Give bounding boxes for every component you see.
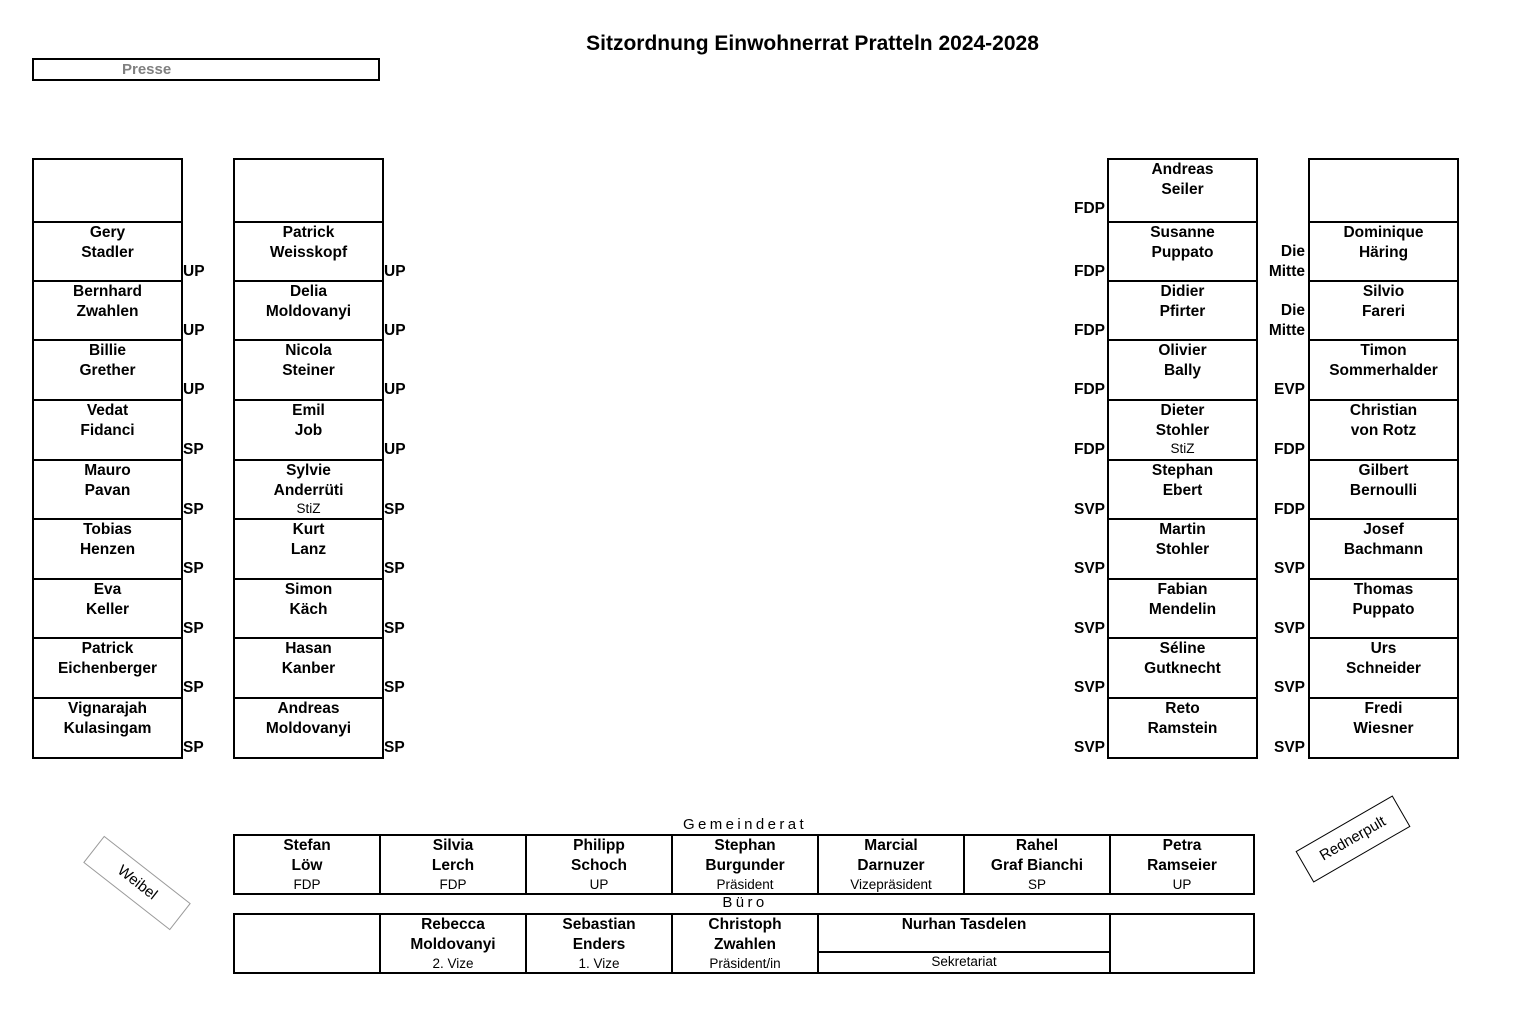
seat-first-name: Marcial xyxy=(864,837,918,854)
seat xyxy=(235,518,382,578)
seat xyxy=(235,399,382,459)
party-label: SP xyxy=(384,679,405,696)
party-label: UP xyxy=(183,263,205,280)
seat xyxy=(1310,280,1457,339)
seat-last-name: Kanber xyxy=(281,660,336,677)
party-label: SVP xyxy=(1073,560,1105,577)
seat-first-name: Patrick xyxy=(282,224,335,241)
party-label: Die xyxy=(1280,302,1305,319)
party-label: SVP xyxy=(1273,620,1305,637)
seat-first-name: Stefan xyxy=(283,837,331,854)
party-label: SP xyxy=(183,501,204,518)
party-label: UP xyxy=(384,441,406,458)
seat-last-name: Lerch xyxy=(431,857,475,874)
party-label: SVP xyxy=(1273,560,1305,577)
seat-first-name: Fabian xyxy=(1157,581,1208,598)
seat-last-name: Kulasingam xyxy=(63,720,152,737)
seat-role: Präsident xyxy=(716,877,774,892)
seat-first-name: Silvia xyxy=(432,837,474,854)
seat-last-name: Seiler xyxy=(1161,181,1204,198)
seat-last-name: Ramstein xyxy=(1147,720,1218,737)
seat-role: UP xyxy=(589,877,609,892)
seat xyxy=(1310,578,1457,637)
buero-label: Büro xyxy=(722,894,768,911)
seat-first-name: Andreas xyxy=(277,700,340,717)
seat-last-name: Graf Bianchi xyxy=(990,857,1084,874)
seat xyxy=(34,221,181,280)
party-label: SP xyxy=(384,620,405,637)
seat-first-name: Hasan xyxy=(285,640,332,657)
seat-first-name: Séline xyxy=(1159,640,1206,657)
seat-first-name: Eva xyxy=(93,581,122,598)
seat xyxy=(34,459,181,518)
gemeinderat-seat xyxy=(1111,836,1253,893)
seat-first-name: Petra xyxy=(1162,837,1202,854)
seat-column-right-outer xyxy=(1308,158,1459,759)
seat-first-name: Gery xyxy=(89,224,126,241)
seat-last-name: Wiesner xyxy=(1353,720,1414,737)
weibel-label: Weibel xyxy=(114,861,161,904)
seat xyxy=(34,697,181,757)
seat-role: Präsident/in xyxy=(709,956,781,971)
page-title: Sitzordnung Einwohnerrat Pratteln 2024-2028 xyxy=(586,32,1039,55)
seat-first-name: Rebecca xyxy=(421,916,485,933)
gemeinderat-seat xyxy=(819,836,965,893)
seat-last-name: Mendelin xyxy=(1148,601,1217,618)
buero-seat xyxy=(235,915,381,972)
seat-last-name: Henzen xyxy=(79,541,136,558)
party-label: SVP xyxy=(1073,501,1105,518)
seat xyxy=(1109,459,1256,518)
seat-last-name: Moldovanyi xyxy=(410,936,496,953)
party-label: SVP xyxy=(1273,739,1305,756)
seat-role: UP xyxy=(1172,877,1192,892)
rednerpult-desk xyxy=(1296,795,1411,882)
seat-last-name: Häring xyxy=(1358,244,1409,261)
seat-first-name: Thomas xyxy=(1353,581,1414,598)
seat-last-name: Eichenberger xyxy=(57,660,158,677)
seat-first-name: Kurt xyxy=(292,521,325,538)
press-table xyxy=(32,58,380,81)
seat xyxy=(235,339,382,399)
gemeinderat-seat xyxy=(965,836,1111,893)
party-label: SP xyxy=(183,620,204,637)
seat-first-name: Didier xyxy=(1160,283,1205,300)
seat xyxy=(34,158,181,221)
seat-last-name: Stohler xyxy=(1155,541,1210,558)
seat xyxy=(235,158,382,221)
party-label: FDP xyxy=(1274,501,1305,518)
seat xyxy=(1109,221,1256,280)
seat xyxy=(34,578,181,637)
seat-last-name: Zwahlen xyxy=(713,936,776,953)
seat xyxy=(235,459,382,518)
seat-last-name: Pfirter xyxy=(1159,303,1206,320)
seat-last-name: Stadler xyxy=(81,244,134,261)
seat-first-name: Olivier xyxy=(1158,342,1207,359)
party-label: SVP xyxy=(1073,679,1105,696)
secretary-name: Nurhan Tasdelen xyxy=(901,916,1027,933)
seat-last-name: von Rotz xyxy=(1350,422,1417,439)
seat-last-name: Zwahlen xyxy=(76,303,139,320)
seat-role: FDP xyxy=(439,877,467,892)
buero-seat xyxy=(527,915,673,972)
seat xyxy=(1310,637,1457,697)
seat-first-name: Susanne xyxy=(1150,224,1215,241)
seat-first-name: Silvio xyxy=(1362,283,1405,300)
seat xyxy=(1310,697,1457,757)
party-label: UP xyxy=(183,381,205,398)
buero-seat xyxy=(1111,915,1253,972)
seat-last-name: Moldovanyi xyxy=(265,720,352,737)
seat-first-name: Christoph xyxy=(708,916,782,933)
gemeinderat-seat xyxy=(527,836,673,893)
seat-last-name: Schneider xyxy=(1346,660,1421,677)
party-label: FDP xyxy=(1274,441,1305,458)
gemeinderat-row xyxy=(233,834,1255,895)
seat-first-name: Urs xyxy=(1370,640,1397,657)
seat-last-name: Ebert xyxy=(1162,482,1203,499)
gemeinderat-seat xyxy=(381,836,527,893)
seat-last-name: Sommerhalder xyxy=(1329,362,1438,379)
seat-first-name: Reto xyxy=(1165,700,1200,717)
seat-first-name: Rahel xyxy=(1015,837,1059,854)
seat-last-name: Schoch xyxy=(571,857,627,874)
seat-first-name: Vedat xyxy=(86,402,129,419)
seat-first-name: Philipp xyxy=(573,837,625,854)
seat xyxy=(235,280,382,339)
seat-last-name: Bernoulli xyxy=(1349,482,1418,499)
seat xyxy=(1109,339,1256,399)
gemeinderat-label: Gemeinderat xyxy=(682,816,808,833)
seat-role: 1. Vize xyxy=(578,956,620,971)
seat xyxy=(1310,399,1457,459)
seat-last-name: Fareri xyxy=(1361,303,1406,320)
party-label: Die xyxy=(1280,243,1305,260)
party-label: FDP xyxy=(1074,322,1105,339)
seat-first-name: Fredi xyxy=(1364,700,1403,717)
seat-last-name: Pavan xyxy=(84,482,131,499)
weibel-desk xyxy=(83,836,191,931)
party-label: SP xyxy=(384,560,405,577)
seat-last-name: Weisskopf xyxy=(269,244,348,261)
seat xyxy=(34,518,181,578)
seat-last-name: Burgunder xyxy=(705,857,785,874)
seat-last-name: Grether xyxy=(79,362,136,379)
party-label: SVP xyxy=(1273,679,1305,696)
seat xyxy=(34,280,181,339)
seat-note: StiZ xyxy=(1170,441,1195,456)
seat-first-name: Timon xyxy=(1360,342,1407,359)
seat-first-name: Martin xyxy=(1159,521,1206,538)
party-label: SP xyxy=(183,441,204,458)
seat-last-name: Keller xyxy=(85,601,130,618)
seat xyxy=(235,221,382,280)
seat-last-name: Gutknecht xyxy=(1144,660,1221,677)
seat-role: Vizepräsident xyxy=(850,877,932,892)
secretary-label: Sekretariat xyxy=(931,954,997,969)
seat xyxy=(235,578,382,637)
seat xyxy=(1109,578,1256,637)
seat-last-name: Anderrüti xyxy=(273,482,344,499)
seat xyxy=(1109,158,1256,221)
buero-seat xyxy=(673,915,819,972)
party-label: SP xyxy=(183,560,204,577)
seat-first-name: Billie xyxy=(88,342,127,359)
party-label: SP xyxy=(384,739,405,756)
seat-last-name: Job xyxy=(294,422,323,439)
party-label: UP xyxy=(183,322,205,339)
party-label: FDP xyxy=(1074,381,1105,398)
seat xyxy=(1310,158,1457,221)
seat-first-name: Dieter xyxy=(1160,402,1205,419)
seat-column-right-inner xyxy=(1107,158,1258,759)
seat xyxy=(1109,280,1256,339)
seat-last-name: Fidanci xyxy=(80,422,135,439)
party-label: FDP xyxy=(1074,441,1105,458)
seat xyxy=(1109,637,1256,697)
rednerpult-label: Rednerpult xyxy=(1316,812,1389,865)
seat-last-name: Puppato xyxy=(1151,244,1214,261)
seat-first-name: Josef xyxy=(1363,521,1404,538)
seat xyxy=(1109,518,1256,578)
seat xyxy=(1310,459,1457,518)
seat-first-name: Sylvie xyxy=(286,462,331,479)
seat-first-name: Dominique xyxy=(1343,224,1424,241)
party-label: Mitte xyxy=(1268,263,1305,280)
party-label: SP xyxy=(183,679,204,696)
buero-seat xyxy=(381,915,527,972)
seat xyxy=(1310,339,1457,399)
seat-first-name: Tobias xyxy=(83,521,132,538)
seat-last-name: Steiner xyxy=(282,362,335,379)
seat-first-name: Patrick xyxy=(81,640,134,657)
seat-last-name: Bally xyxy=(1163,362,1202,379)
seat-first-name: Stephan xyxy=(1151,462,1214,479)
seat-role: SP xyxy=(1027,877,1046,892)
seat xyxy=(34,339,181,399)
party-label: Mitte xyxy=(1268,322,1305,339)
seat-column-left-outer xyxy=(32,158,183,759)
seat xyxy=(34,399,181,459)
seat xyxy=(235,637,382,697)
seat-last-name: Lanz xyxy=(290,541,327,558)
seat-first-name: Stephan xyxy=(714,837,776,854)
party-label: EVP xyxy=(1273,381,1305,398)
seat-first-name: Vignarajah xyxy=(68,700,147,717)
seat-first-name: Bernhard xyxy=(73,283,142,300)
seat xyxy=(1310,221,1457,280)
seat-last-name: Moldovanyi xyxy=(265,303,352,320)
party-label: FDP xyxy=(1074,200,1105,217)
seat-role: FDP xyxy=(293,877,321,892)
seat-last-name: Puppato xyxy=(1352,601,1415,618)
seat-first-name: Sebastian xyxy=(562,916,636,933)
gemeinderat-seat xyxy=(235,836,381,893)
seat-note: StiZ xyxy=(296,501,321,516)
seat-first-name: Emil xyxy=(292,402,325,419)
press-label: Presse xyxy=(122,61,172,78)
seat-first-name: Christian xyxy=(1349,402,1418,419)
seat-first-name: Gilbert xyxy=(1358,462,1409,479)
seat xyxy=(1109,399,1256,459)
seat-first-name: Andreas xyxy=(1151,161,1214,178)
seat-last-name: Löw xyxy=(291,857,323,874)
seat-last-name: Enders xyxy=(572,936,626,953)
seat-column-left-inner xyxy=(233,158,384,759)
party-label: SP xyxy=(183,739,204,756)
party-label: SP xyxy=(384,501,405,518)
party-label: UP xyxy=(384,322,406,339)
buero-row xyxy=(233,913,1255,974)
seat xyxy=(34,637,181,697)
seat-first-name: Mauro xyxy=(84,462,131,479)
seat-first-name: Delia xyxy=(289,283,328,300)
seat xyxy=(1109,697,1256,757)
party-label: FDP xyxy=(1074,263,1105,280)
seat-last-name: Darnuzer xyxy=(857,857,925,874)
seat-role: 2. Vize xyxy=(432,956,474,971)
seat-first-name: Nicola xyxy=(285,342,332,359)
seat-last-name: Bachmann xyxy=(1343,541,1424,558)
seat xyxy=(235,697,382,757)
seat-first-name: Simon xyxy=(284,581,333,598)
seat-last-name: Käch xyxy=(289,601,328,618)
party-label: UP xyxy=(384,263,406,280)
party-label: UP xyxy=(384,381,406,398)
seat-last-name: Stohler xyxy=(1155,422,1210,439)
seat-last-name: Ramseier xyxy=(1147,857,1217,874)
party-label: SVP xyxy=(1073,620,1105,637)
secretary-seat xyxy=(819,915,1111,972)
gemeinderat-seat xyxy=(673,836,819,893)
seat xyxy=(1310,518,1457,578)
party-label: SVP xyxy=(1073,739,1105,756)
